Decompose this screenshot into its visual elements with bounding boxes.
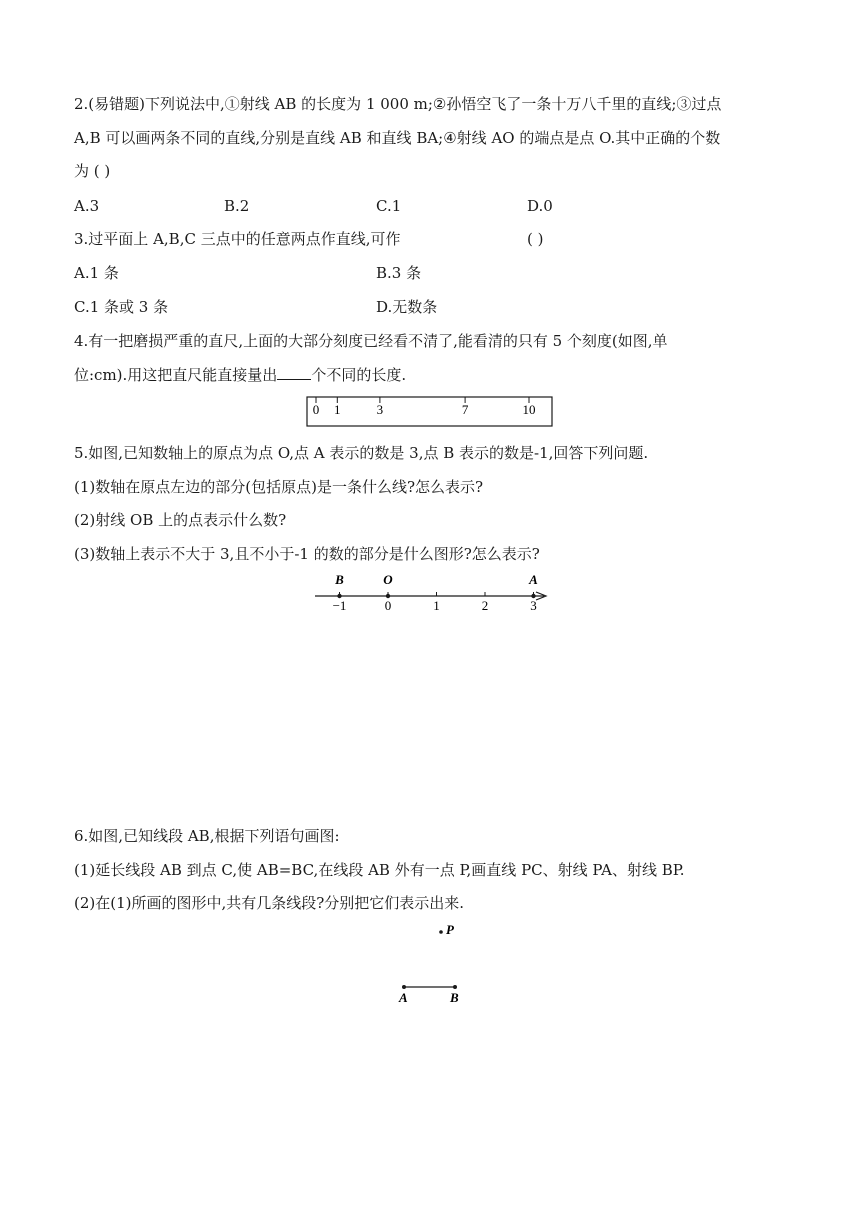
- axis-tick-label: −1: [332, 598, 347, 613]
- axis-point-a: [531, 594, 535, 598]
- axis-point-o: [386, 594, 390, 598]
- number-line-figure: [310, 570, 560, 615]
- ruler-tick-label: 3: [376, 402, 384, 417]
- q2-line-3: 为 ( ): [74, 162, 111, 180]
- q6-stem: 6.如图,已知线段 AB,根据下列语句画图:: [74, 827, 340, 845]
- q5-stem: 5.如图,已知数轴上的原点为点 O,点 A 表示的数是 3,点 B 表示的数是-1,回答下列问题.: [74, 444, 649, 462]
- ruler-figure: [306, 394, 556, 430]
- ruler-tick-label: 0: [312, 402, 320, 417]
- q2-option-b: B.2: [224, 197, 250, 215]
- q6-sub-1: (1)延长线段 AB 到点 C,使 AB=BC,在线段 AB 外有一点 P,画直线 PC、射线 PA、射线 BP.: [74, 861, 685, 879]
- point-a: [402, 985, 406, 989]
- q5-sub-2: (2)射线 OB 上的点表示什么数?: [74, 511, 287, 529]
- axis-tick-label: 0: [384, 598, 392, 613]
- q4-line-2-before: 位:cm).用这把直尺能直接量出: [74, 366, 278, 384]
- q2-line-1: 2.(易错题)下列说法中,①射线 AB 的长度为 1 000 m;②孙悟空飞了一条十万八千里的直线;③过点: [74, 95, 722, 113]
- point-p-label: P: [446, 922, 454, 937]
- axis-tick-label: 2: [481, 598, 489, 613]
- ruler-tick-label: 1: [334, 402, 341, 417]
- point-a-label: A: [399, 990, 408, 1005]
- q3-answer-paren: ( ): [527, 230, 544, 248]
- q3-option-b: B.3 条: [376, 264, 422, 282]
- q5-sub-1: (1)数轴在原点左边的部分(包括原点)是一条什么线?怎么表示?: [74, 478, 484, 496]
- q6-sub-2: (2)在(1)所画的图形中,共有几条线段?分别把它们表示出来.: [74, 894, 465, 912]
- q3-option-a: A.1 条: [74, 264, 119, 282]
- q2-option-d: D.0: [527, 197, 553, 215]
- axis-point-label: B: [335, 572, 344, 587]
- axis-point-b: [337, 594, 341, 598]
- q3-option-c: C.1 条或 3 条: [74, 298, 169, 316]
- point-b: [453, 985, 457, 989]
- point-p: [439, 930, 443, 934]
- q4-line-2-after: 个不同的长度.: [311, 366, 407, 384]
- q5-sub-3: (3)数轴上表示不大于 3,且不小于-1 的数的部分是什么图形?怎么表示?: [74, 545, 540, 563]
- ruler-outline: [307, 397, 552, 426]
- q4-line-1: 4.有一把磨损严重的直尺,上面的大部分刻度已经看不清了,能看清的只有 5 个刻度(如图,单: [74, 332, 668, 350]
- axis-tick-label: 1: [433, 598, 440, 613]
- q2-option-c: C.1: [376, 197, 402, 215]
- q2-line-2: A,B 可以画两条不同的直线,分别是直线 AB 和直线 BA;④射线 AO 的端点是点 O.其中正确的个数: [74, 129, 721, 147]
- point-b-label: B: [450, 990, 459, 1005]
- ruler-tick-label: 7: [461, 402, 469, 417]
- q3-stem: 3.过平面上 A,B,C 三点中的任意两点作直线,可作: [74, 230, 401, 248]
- segment-figure: [392, 920, 482, 1010]
- answer-blank[interactable]: [277, 365, 311, 380]
- axis-tick-label: 3: [530, 598, 537, 613]
- ruler-tick-label: 10: [522, 402, 536, 417]
- q3-option-d: D.无数条: [376, 298, 438, 316]
- q4-line-2: [74, 365, 406, 385]
- axis-point-label: A: [529, 572, 538, 587]
- q2-option-a: A.3: [74, 197, 100, 215]
- axis-point-label: O: [383, 572, 393, 587]
